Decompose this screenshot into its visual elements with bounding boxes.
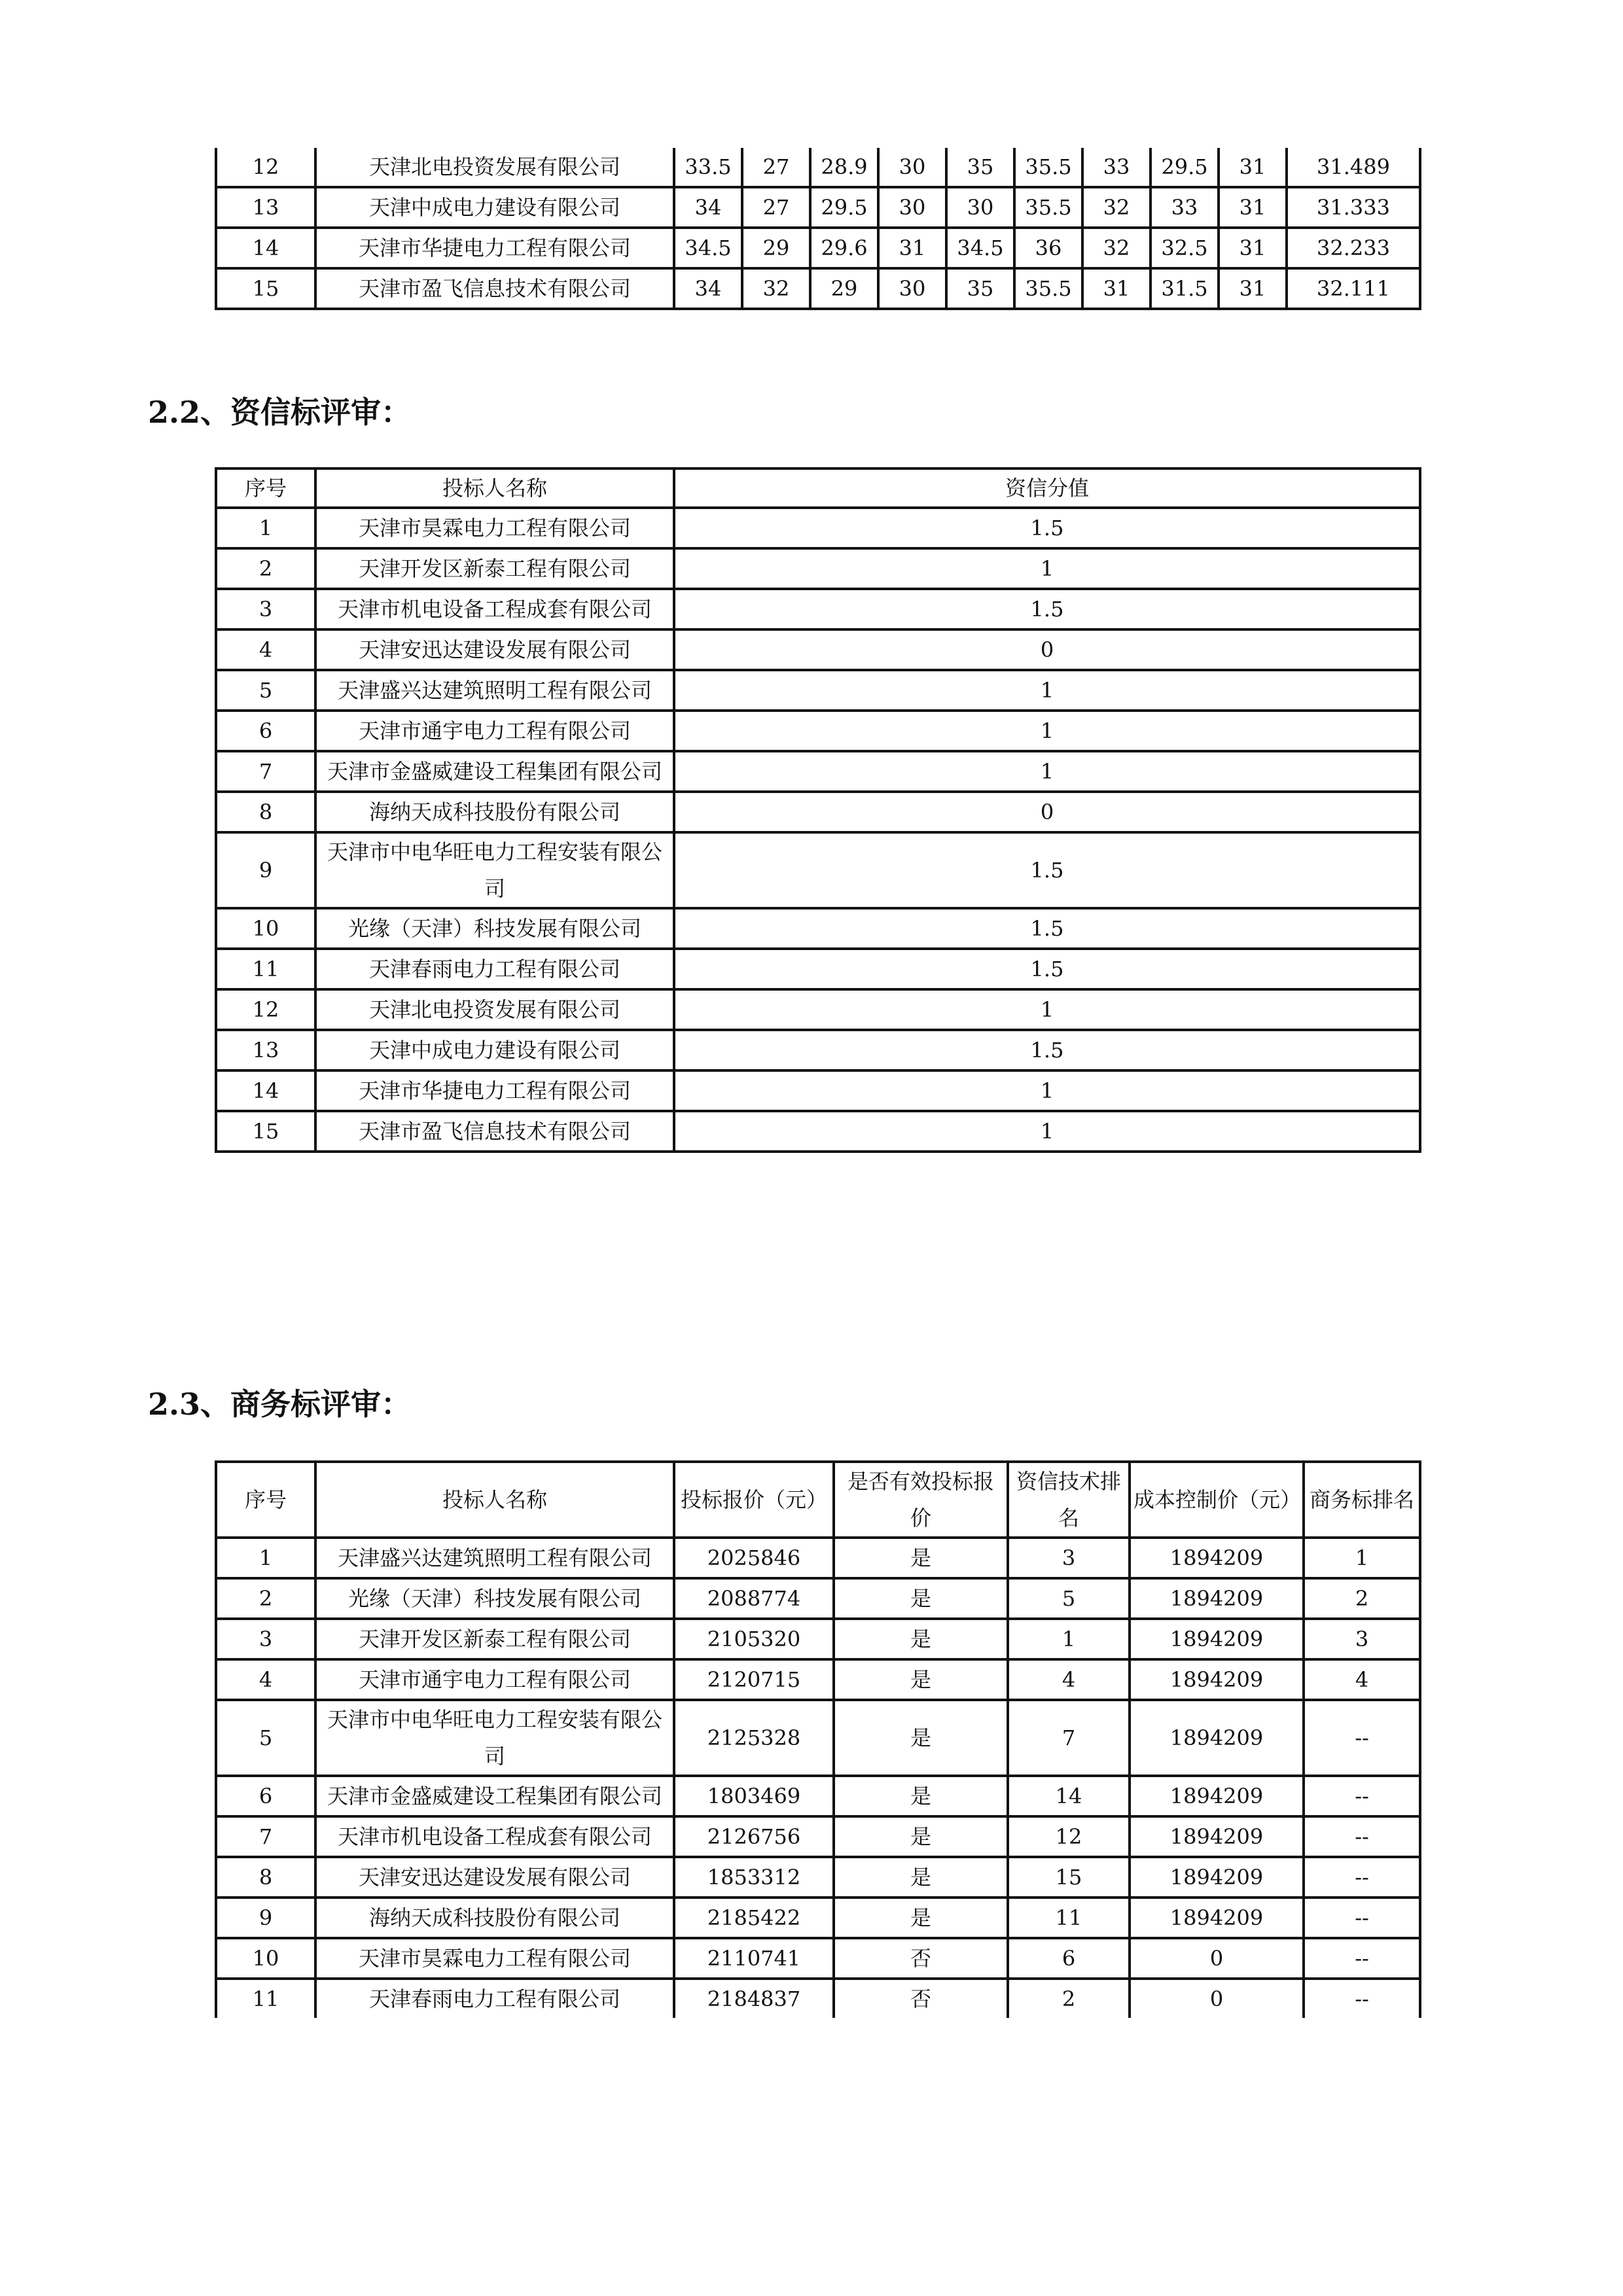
cell-price: 2025846 <box>674 1538 834 1578</box>
cell-rank: 4 <box>1008 1659 1130 1700</box>
cell-brank: -- <box>1304 1776 1420 1816</box>
cell-cost: 1894209 <box>1130 1816 1304 1857</box>
cell-rank: 7 <box>1008 1700 1130 1776</box>
cell-s6: 35.5 <box>1014 187 1082 228</box>
cell-s3: 29.6 <box>810 228 878 268</box>
cell-brank: -- <box>1304 1700 1420 1776</box>
cell-valid: 是 <box>834 1700 1008 1776</box>
cell-price: 2185422 <box>674 1898 834 1938</box>
cell-score: 1.5 <box>674 589 1420 629</box>
cell-rank: 15 <box>1008 1857 1130 1898</box>
header-business-rank: 商务标排名 <box>1304 1462 1420 1538</box>
cell-no: 12 <box>216 989 315 1030</box>
cell-name: 天津开发区新泰工程有限公司 <box>315 548 674 589</box>
table-row <box>216 268 1420 309</box>
cell-s1: 34 <box>674 187 742 228</box>
cell-brank: 2 <box>1304 1578 1420 1619</box>
table-row <box>216 1938 1420 1979</box>
cell-name: 天津开发区新泰工程有限公司 <box>315 1619 674 1659</box>
cell-s3: 29.5 <box>810 187 878 228</box>
cell-cost: 0 <box>1130 1979 1304 2018</box>
cell-rank: 11 <box>1008 1898 1130 1938</box>
table-row <box>216 1538 1420 1578</box>
cell-name: 天津市通宇电力工程有限公司 <box>315 1659 674 1700</box>
table-row <box>216 832 1420 908</box>
cell-cost: 1894209 <box>1130 1578 1304 1619</box>
cell-s2: 29 <box>742 228 810 268</box>
cell-cost: 1894209 <box>1130 1898 1304 1938</box>
cell-price: 2105320 <box>674 1619 834 1659</box>
table-row <box>216 589 1420 629</box>
cell-name: 天津市中电华旺电力工程安装有限公司 <box>315 1700 674 1776</box>
cell-rank: 6 <box>1008 1938 1130 1979</box>
cell-valid: 是 <box>834 1857 1008 1898</box>
cell-score: 1.5 <box>674 908 1420 949</box>
cell-cost: 1894209 <box>1130 1659 1304 1700</box>
cell-no: 1 <box>216 1538 315 1578</box>
header-valid: 是否有效投标报价 <box>834 1462 1008 1538</box>
table-row <box>216 1070 1420 1111</box>
cell-s8: 32.5 <box>1150 228 1219 268</box>
cell-s7: 32 <box>1082 228 1150 268</box>
header-score: 资信分值 <box>674 468 1420 508</box>
cell-brank: -- <box>1304 1816 1420 1857</box>
cell-no: 11 <box>216 1979 315 2018</box>
cell-cost: 1894209 <box>1130 1857 1304 1898</box>
cell-no: 6 <box>216 1776 315 1816</box>
cell-no: 6 <box>216 711 315 751</box>
table-row <box>216 908 1420 949</box>
cell-s6: 36 <box>1014 228 1082 268</box>
cell-name: 光缘（天津）科技发展有限公司 <box>315 1578 674 1619</box>
cell-valid: 是 <box>834 1776 1008 1816</box>
cell-brank: 1 <box>1304 1538 1420 1578</box>
cell-name: 天津春雨电力工程有限公司 <box>315 1979 674 2018</box>
cell-score: 1 <box>674 751 1420 792</box>
cell-score: 1.5 <box>674 832 1420 908</box>
cell-s4: 31 <box>878 228 946 268</box>
cell-no: 4 <box>216 629 315 670</box>
cell-no: 15 <box>216 1111 315 1152</box>
cell-no: 7 <box>216 1816 315 1857</box>
cell-no: 3 <box>216 1619 315 1659</box>
cell-s4: 30 <box>878 148 946 187</box>
table-row <box>216 228 1420 268</box>
table-row <box>216 1111 1420 1152</box>
cell-no: 7 <box>216 751 315 792</box>
table-header-row <box>216 468 1420 508</box>
cell-name: 天津市华捷电力工程有限公司 <box>315 228 674 268</box>
cell-brank: 4 <box>1304 1659 1420 1700</box>
cell-name: 天津市金盛威建设工程集团有限公司 <box>315 751 674 792</box>
cell-no: 14 <box>216 228 315 268</box>
cell-name: 天津市昊霖电力工程有限公司 <box>315 508 674 548</box>
cell-no: 14 <box>216 1070 315 1111</box>
cell-rank: 2 <box>1008 1979 1130 2018</box>
cell-no: 8 <box>216 792 315 832</box>
table-row <box>216 1700 1420 1776</box>
cell-brank: -- <box>1304 1938 1420 1979</box>
cell-s1: 34 <box>674 268 742 309</box>
cell-score: 1 <box>674 711 1420 751</box>
cell-name: 天津中成电力建设有限公司 <box>315 187 674 228</box>
cell-score: 1.5 <box>674 1030 1420 1070</box>
table-row <box>216 670 1420 711</box>
cell-name: 光缘（天津）科技发展有限公司 <box>315 908 674 949</box>
cell-cost: 0 <box>1130 1938 1304 1979</box>
cell-name: 天津盛兴达建筑照明工程有限公司 <box>315 670 674 711</box>
cell-rank: 1 <box>1008 1619 1130 1659</box>
cell-s5: 35 <box>946 268 1014 309</box>
cell-s2: 27 <box>742 148 810 187</box>
cell-price: 2126756 <box>674 1816 834 1857</box>
cell-s3: 29 <box>810 268 878 309</box>
cell-price: 2120715 <box>674 1659 834 1700</box>
cell-no: 2 <box>216 1578 315 1619</box>
cell-name: 天津盛兴达建筑照明工程有限公司 <box>315 1538 674 1578</box>
table-row <box>216 1619 1420 1659</box>
credit-score-table <box>215 467 1421 1153</box>
cell-name: 天津市机电设备工程成套有限公司 <box>315 1816 674 1857</box>
cell-s8: 33 <box>1150 187 1219 228</box>
header-no: 序号 <box>216 1462 315 1538</box>
business-score-table <box>215 1460 1421 2018</box>
cell-no: 9 <box>216 832 315 908</box>
cell-valid: 是 <box>834 1898 1008 1938</box>
cell-score: 1 <box>674 670 1420 711</box>
cell-avg: 32.111 <box>1287 268 1420 309</box>
cell-score: 1.5 <box>674 508 1420 548</box>
cell-s5: 35 <box>946 148 1014 187</box>
cell-avg: 31.489 <box>1287 148 1420 187</box>
cell-s9: 31 <box>1219 148 1287 187</box>
cell-s2: 32 <box>742 268 810 309</box>
cell-name: 天津安迅达建设发展有限公司 <box>315 1857 674 1898</box>
cell-s9: 31 <box>1219 187 1287 228</box>
cell-s6: 35.5 <box>1014 268 1082 309</box>
cell-s8: 29.5 <box>1150 148 1219 187</box>
header-cost: 成本控制价（元） <box>1130 1462 1304 1538</box>
cell-cost: 1894209 <box>1130 1700 1304 1776</box>
cell-price: 2125328 <box>674 1700 834 1776</box>
cell-score: 0 <box>674 792 1420 832</box>
table-row <box>216 1776 1420 1816</box>
section-heading-business: 2.3、商务标评审： <box>148 1386 412 1422</box>
cell-no: 15 <box>216 268 315 309</box>
cell-s9: 31 <box>1219 228 1287 268</box>
cell-rank: 5 <box>1008 1578 1130 1619</box>
cell-s9: 31 <box>1219 268 1287 309</box>
table-row <box>216 629 1420 670</box>
table-header-row <box>216 1462 1420 1538</box>
cell-name: 天津市通宇电力工程有限公司 <box>315 711 674 751</box>
section-heading-credit: 2.2、资信标评审： <box>148 395 412 430</box>
cell-score: 1.5 <box>674 949 1420 989</box>
cell-name: 海纳天成科技股份有限公司 <box>315 1898 674 1938</box>
table-row <box>216 1898 1420 1938</box>
header-name: 投标人名称 <box>315 1462 674 1538</box>
cell-no: 13 <box>216 1030 315 1070</box>
cell-s1: 33.5 <box>674 148 742 187</box>
cell-rank: 12 <box>1008 1816 1130 1857</box>
cell-no: 5 <box>216 1700 315 1776</box>
table-row <box>216 1030 1420 1070</box>
table-row <box>216 548 1420 589</box>
cell-s1: 34.5 <box>674 228 742 268</box>
cell-price: 2184837 <box>674 1979 834 2018</box>
cell-no: 10 <box>216 1938 315 1979</box>
cell-price: 2088774 <box>674 1578 834 1619</box>
cell-no: 12 <box>216 148 315 187</box>
cell-s4: 30 <box>878 268 946 309</box>
table-row <box>216 989 1420 1030</box>
cell-price: 2110741 <box>674 1938 834 1979</box>
cell-brank: -- <box>1304 1979 1420 2018</box>
cell-valid: 否 <box>834 1979 1008 2018</box>
table-row <box>216 1857 1420 1898</box>
cell-price: 1853312 <box>674 1857 834 1898</box>
cell-avg: 31.333 <box>1287 187 1420 228</box>
cell-name: 天津市中电华旺电力工程安装有限公司 <box>315 832 674 908</box>
cell-no: 5 <box>216 670 315 711</box>
cell-s7: 32 <box>1082 187 1150 228</box>
cell-s8: 31.5 <box>1150 268 1219 309</box>
cell-s2: 27 <box>742 187 810 228</box>
cell-s3: 28.9 <box>810 148 878 187</box>
cell-valid: 否 <box>834 1938 1008 1979</box>
header-no: 序号 <box>216 468 315 508</box>
cell-s4: 30 <box>878 187 946 228</box>
cell-name: 天津北电投资发展有限公司 <box>315 989 674 1030</box>
table-row <box>216 711 1420 751</box>
cell-score: 1 <box>674 989 1420 1030</box>
cell-name: 天津市盈飞信息技术有限公司 <box>315 1111 674 1152</box>
cell-score: 1 <box>674 1070 1420 1111</box>
cell-name: 海纳天成科技股份有限公司 <box>315 792 674 832</box>
cell-score: 0 <box>674 629 1420 670</box>
cell-s5: 34.5 <box>946 228 1014 268</box>
cell-cost: 1894209 <box>1130 1776 1304 1816</box>
tech-score-table <box>215 148 1421 310</box>
cell-name: 天津市金盛威建设工程集团有限公司 <box>315 1776 674 1816</box>
cell-no: 13 <box>216 187 315 228</box>
cell-no: 2 <box>216 548 315 589</box>
cell-cost: 1894209 <box>1130 1619 1304 1659</box>
cell-no: 4 <box>216 1659 315 1700</box>
cell-brank: -- <box>1304 1898 1420 1938</box>
cell-no: 3 <box>216 589 315 629</box>
table-row <box>216 508 1420 548</box>
table-row <box>216 1659 1420 1700</box>
cell-name: 天津市机电设备工程成套有限公司 <box>315 589 674 629</box>
cell-name: 天津市华捷电力工程有限公司 <box>315 1070 674 1111</box>
cell-rank: 14 <box>1008 1776 1130 1816</box>
cell-no: 11 <box>216 949 315 989</box>
cell-name: 天津中成电力建设有限公司 <box>315 1030 674 1070</box>
table-row <box>216 949 1420 989</box>
cell-score: 1 <box>674 1111 1420 1152</box>
cell-no: 9 <box>216 1898 315 1938</box>
cell-score: 1 <box>674 548 1420 589</box>
cell-name: 天津安迅达建设发展有限公司 <box>315 629 674 670</box>
cell-name: 天津市盈飞信息技术有限公司 <box>315 268 674 309</box>
table-row <box>216 792 1420 832</box>
cell-brank: 3 <box>1304 1619 1420 1659</box>
header-name: 投标人名称 <box>315 468 674 508</box>
cell-name: 天津春雨电力工程有限公司 <box>315 949 674 989</box>
table-row <box>216 1816 1420 1857</box>
table-row <box>216 1578 1420 1619</box>
header-price: 投标报价（元） <box>674 1462 834 1538</box>
cell-no: 10 <box>216 908 315 949</box>
cell-valid: 是 <box>834 1578 1008 1619</box>
cell-price: 1803469 <box>674 1776 834 1816</box>
cell-s6: 35.5 <box>1014 148 1082 187</box>
cell-cost: 1894209 <box>1130 1538 1304 1578</box>
cell-avg: 32.233 <box>1287 228 1420 268</box>
table-row <box>216 751 1420 792</box>
header-rank: 资信技术排名 <box>1008 1462 1130 1538</box>
cell-no: 8 <box>216 1857 315 1898</box>
cell-no: 1 <box>216 508 315 548</box>
cell-valid: 是 <box>834 1816 1008 1857</box>
cell-valid: 是 <box>834 1538 1008 1578</box>
table-row <box>216 1979 1420 2018</box>
cell-s7: 33 <box>1082 148 1150 187</box>
cell-rank: 3 <box>1008 1538 1130 1578</box>
cell-brank: -- <box>1304 1857 1420 1898</box>
cell-s5: 30 <box>946 187 1014 228</box>
cell-s7: 31 <box>1082 268 1150 309</box>
cell-name: 天津北电投资发展有限公司 <box>315 148 674 187</box>
table-row <box>216 148 1420 187</box>
table-row <box>216 187 1420 228</box>
cell-valid: 是 <box>834 1619 1008 1659</box>
cell-name: 天津市昊霖电力工程有限公司 <box>315 1938 674 1979</box>
cell-valid: 是 <box>834 1659 1008 1700</box>
